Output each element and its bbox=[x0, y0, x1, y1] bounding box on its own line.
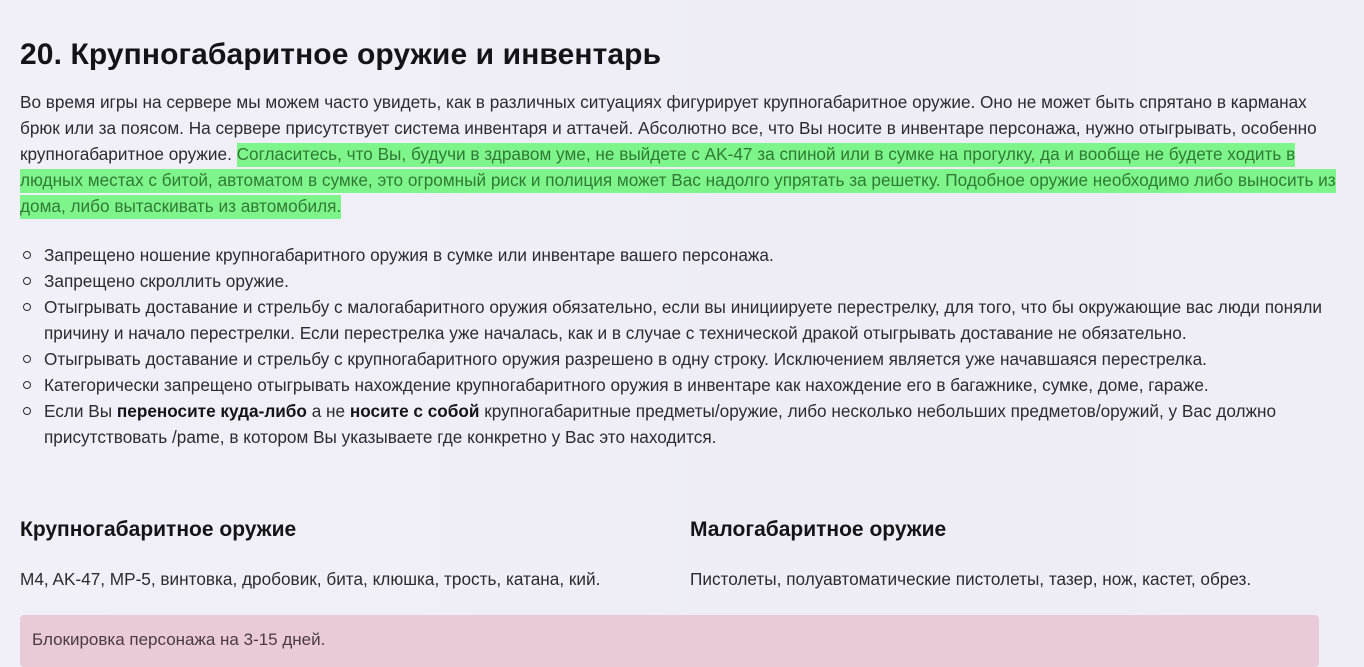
rule-text: Отыгрывать доставание и стрельбу с крупногабаритного оружия разрешено в одну строку. Исключением является уже начавшаяся перестрелка. bbox=[44, 349, 1207, 369]
small-weapons-column bbox=[690, 515, 1330, 589]
rule-text-part: Если Вы bbox=[44, 401, 117, 421]
bullet-icon bbox=[23, 381, 31, 389]
section-title: 20. Крупногабаритное оружие и инвентарь bbox=[20, 38, 662, 71]
bullet-icon bbox=[23, 251, 31, 259]
highlighted-text: Согласитесь, что Вы, будучи в здравом уме, не выйдете с AK-47 за спиной или в сумке на прогулку, да и вообще не будете ходить в людных местах с битой, автоматом в сумке, это огромный риск и полиция может Вас надолго упрятать за решетку. Подобное оружие необходимо либо выносить из дома, либо вытаскивать из автомобиля. bbox=[20, 143, 1336, 219]
penalty-text: Блокировка персонажа на 3-15 дней. bbox=[32, 630, 326, 649]
rule-bold-text: носите с собой bbox=[349, 401, 480, 421]
rule-text-part: а не bbox=[306, 401, 350, 421]
list-item bbox=[20, 268, 1346, 294]
small-weapons-list: Пистолеты, полуавтоматические пистолеты, тазер, нож, кастет, обрез. bbox=[690, 569, 1252, 589]
large-weapons-column bbox=[20, 515, 660, 589]
intro-text: Во время игры на сервере мы можем часто увидеть, как в различных ситуациях фигурирует крупногабаритное оружие. Оно не может быть спрятано в карманах брюк или за поясом. На сервере присутствует система инвентаря и аттачей. Абсолютно все, что Вы носите в инвентаре персонажа, нужно отыгрывать, особенно крупногабаритное оружие. bbox=[20, 92, 1317, 164]
list-item bbox=[20, 372, 1346, 398]
rules-list bbox=[20, 242, 1346, 450]
bullet-icon bbox=[23, 303, 31, 311]
rule-text: Запрещено ношение крупногабаритного оружия в сумке или инвентаре вашего персонажа. bbox=[44, 245, 774, 265]
intro-paragraph bbox=[20, 89, 1346, 219]
bullet-icon bbox=[23, 355, 31, 363]
rule-text: Отыгрывать доставание и стрельбу с малогабаритного оружия обязательно, если вы инициируете перестрелку, для того, что бы окружающие вас люди поняли причину и начало перестрелки. Если перестрелка уже началась, как и в случае с технической дракой отыгрывать доставание не обязательно. bbox=[44, 297, 1323, 343]
rule-text-part: крупногабаритные предметы/оружие, либо несколько небольших предметов/оружий, у Вас должно присутствовать /pame, в котором Вы указываете где конкретно у Вас это находится. bbox=[44, 401, 1277, 447]
rule-bold-text: переносите куда-либо bbox=[116, 401, 307, 421]
list-item bbox=[20, 294, 1346, 346]
penalty-callout bbox=[20, 615, 1319, 667]
large-weapons-list: M4, AK-47, MP-5, винтовка, дробовик, бита, клюшка, трость, катана, кий. bbox=[20, 569, 601, 589]
rule-text: Категорически запрещено отыгрывать нахождение крупногабаритного оружия в инвентаре как нахождение его в багажнике, сумке, доме, гараже. bbox=[44, 375, 1209, 395]
large-weapons-heading: Крупногабаритное оружие bbox=[20, 518, 297, 541]
rule-text: Запрещено скроллить оружие. bbox=[44, 271, 289, 291]
bullet-icon bbox=[23, 407, 31, 415]
list-item bbox=[20, 242, 1346, 268]
small-weapons-heading: Малогабаритное оружие bbox=[690, 518, 947, 541]
list-item bbox=[20, 346, 1346, 372]
bullet-icon bbox=[23, 277, 31, 285]
list-item bbox=[20, 398, 1346, 450]
